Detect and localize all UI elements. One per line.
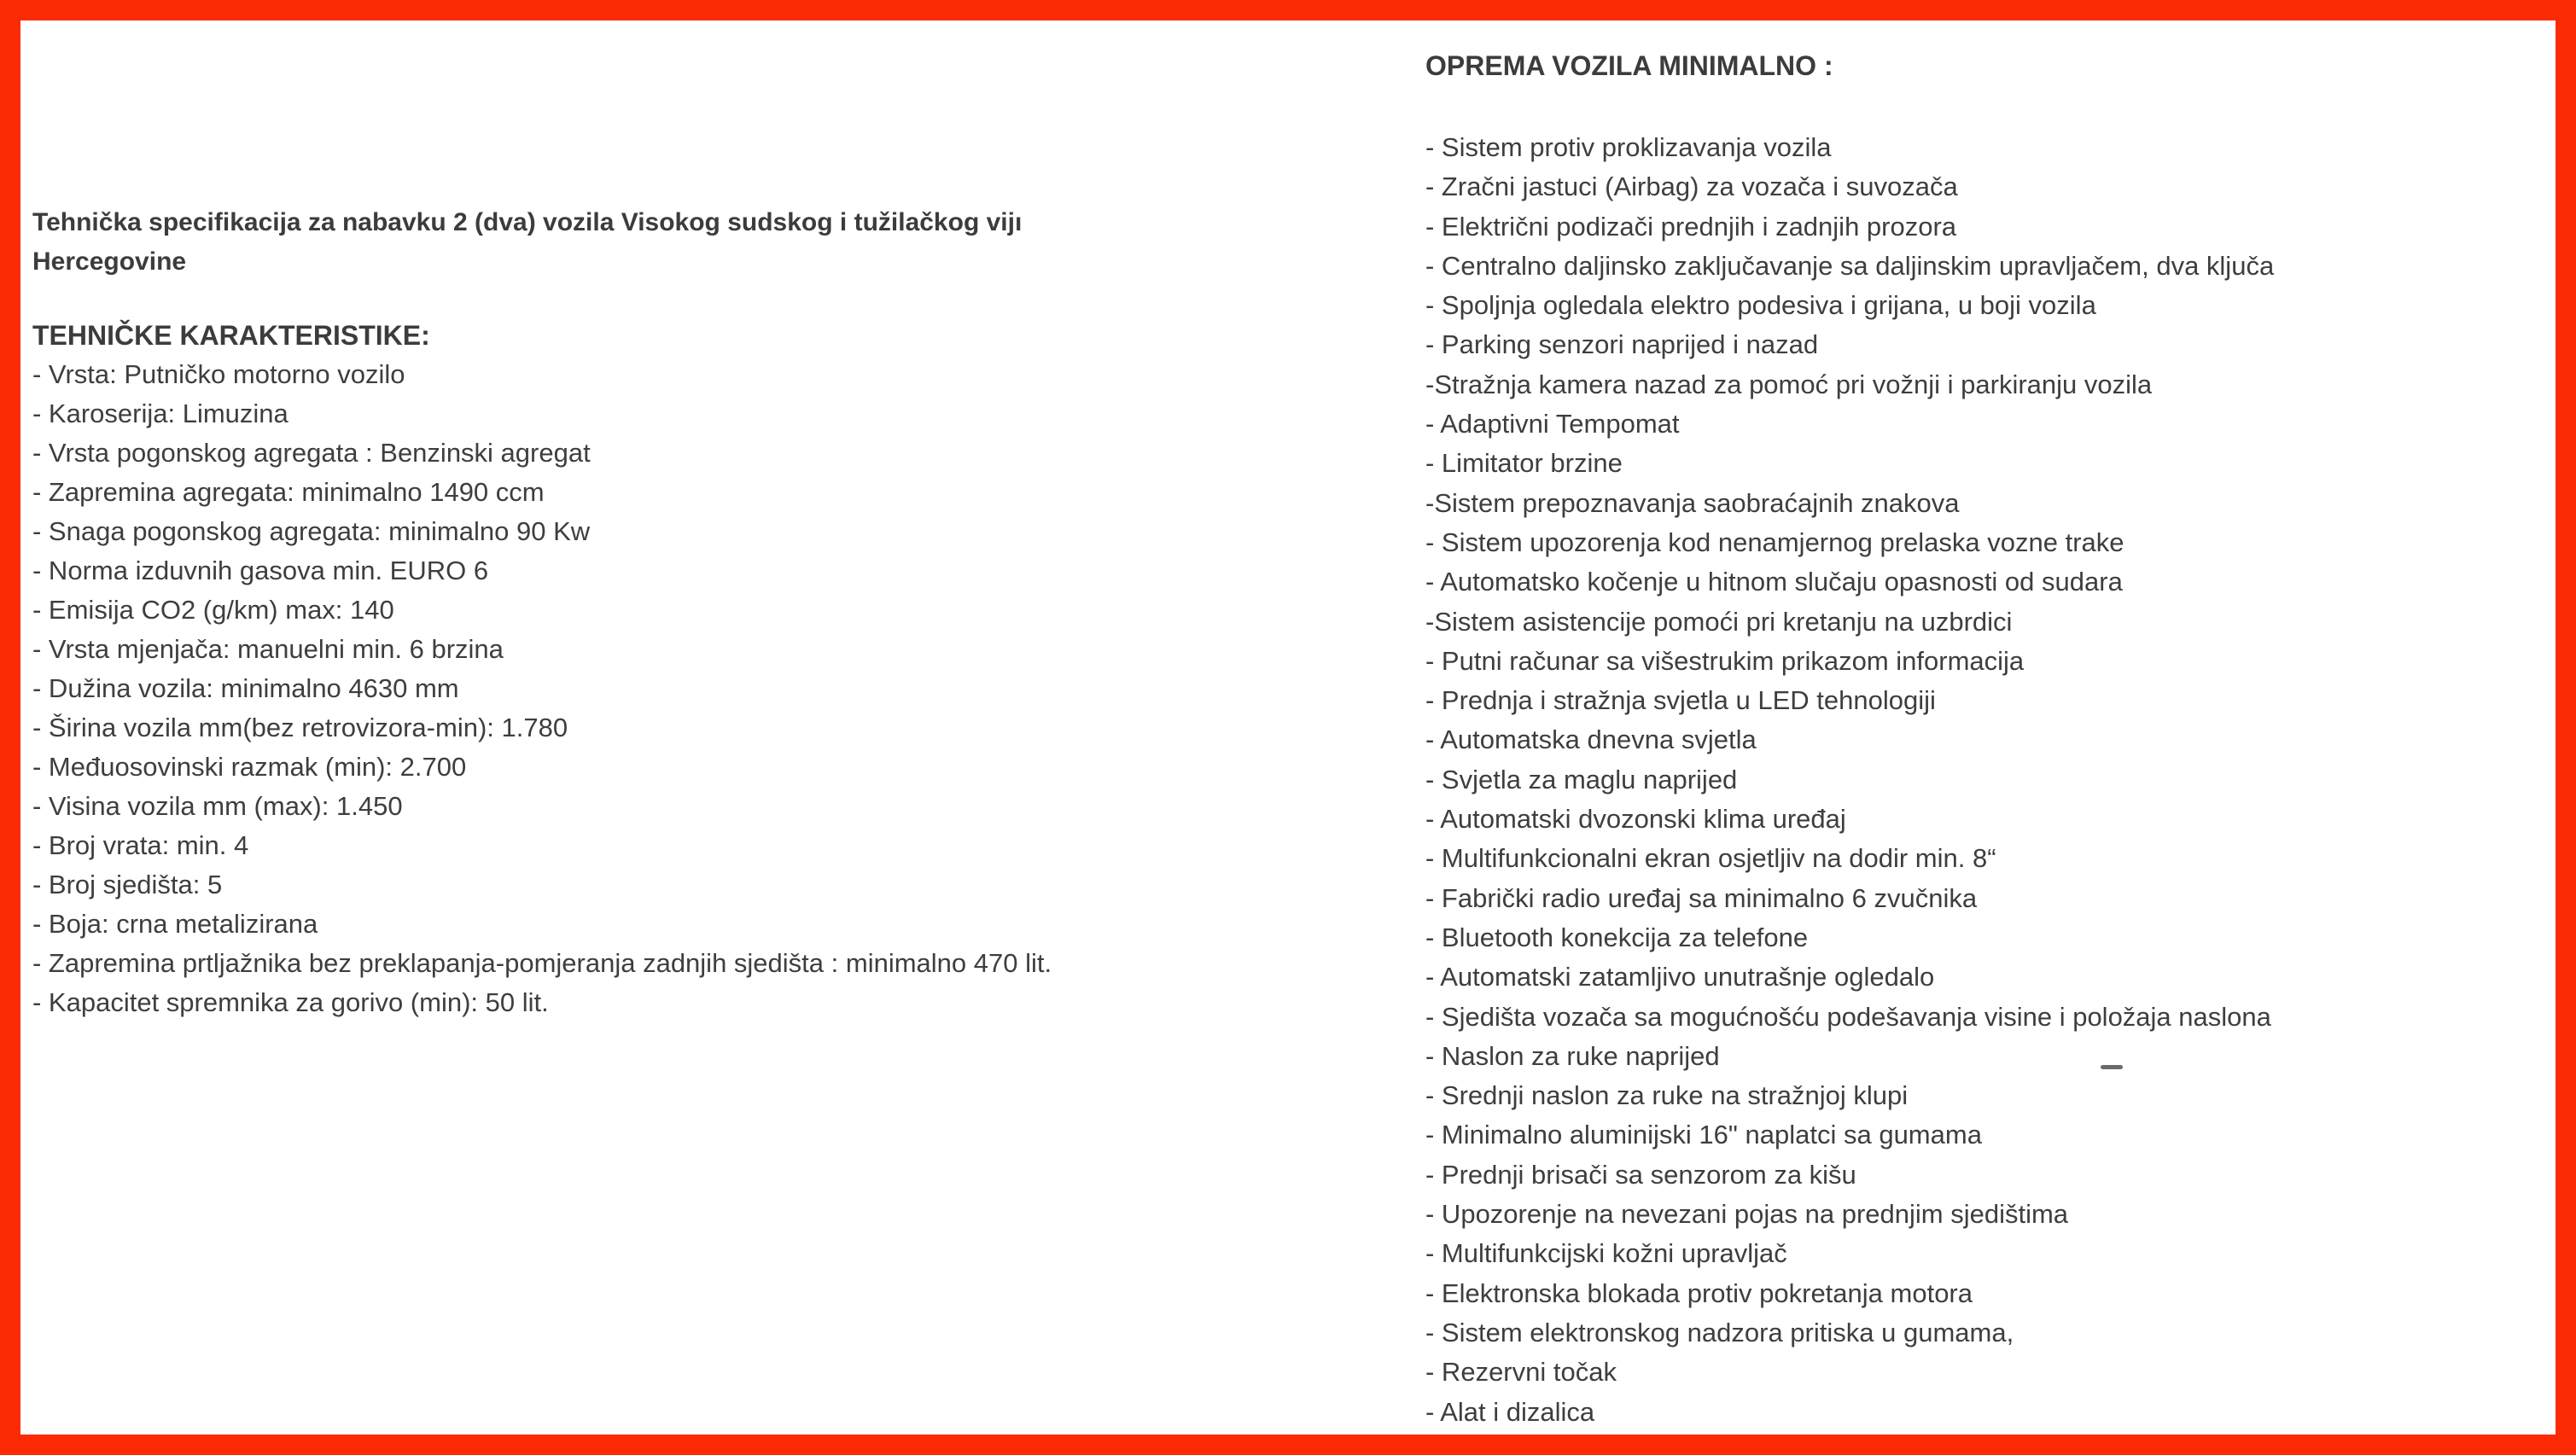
list-item: - Naslon za ruke naprijed <box>1425 1040 1720 1071</box>
list-item: - Svjetla za maglu naprijed <box>1425 764 1738 794</box>
list-item: - Putni računar sa višestrukim prikazom informacija <box>1425 645 2025 676</box>
list-item: - Sjedišta vozača sa mogućnošću podešavanja visine i položaja naslona <box>1425 1001 2271 1032</box>
list-item: - Upozorenje na nevezani pojas na prednjim sjedištima <box>1425 1199 2069 1230</box>
list-item: - Automatsko kočenje u hitnom slučaju opasnosti od sudara <box>1425 567 2123 597</box>
list-item: - Zračni jastuci (Airbag) za vozača i suvozača <box>1425 172 1958 202</box>
list-item: - Emisija CO2 (g/km) max: 140 <box>32 595 394 625</box>
list-item: - Norma izduvnih gasova min. EURO 6 <box>32 556 489 585</box>
list-item: - Multifunkcionalni ekran osjetljiv na dodir min. 8“ <box>1425 843 1996 874</box>
list-item: - Vrsta: Putničko motorno vozilo <box>32 359 405 389</box>
spacer <box>32 282 1352 316</box>
list-item: - Alat i dizalica <box>1425 1396 1595 1427</box>
list-item: - Automatski dvozonski klima uređaj <box>1425 804 1846 835</box>
list-item: -Stražnja kamera nazad za pomoć pri vožnji i parkiranju vozila <box>1425 369 2153 399</box>
technical-characteristics-list <box>32 355 1352 1022</box>
list-item: - Međuosovinski razmak (min): 2.700 <box>32 752 467 782</box>
list-item: - Dužina vozila: minimalno 4630 mm <box>32 673 459 703</box>
list-item: - Spoljnja ogledala elektro podesiva i grijana, u boji vozila <box>1425 290 2096 321</box>
list-item: - Minimalno aluminijski 16" naplatci sa gumama <box>1425 1120 1982 1150</box>
document-title-line-1: Tehnička specifikacija za nabavku 2 (dva) vozila Visokog sudskog i tužilačkog vijı <box>32 208 1023 236</box>
list-item: - Centralno daljinsko zaključavanje sa daljinskim upravljačem, dva ključa <box>1425 250 2275 281</box>
list-item: - Bluetooth konekcija za telefone <box>1425 922 1809 952</box>
document-title-line-2: Hercegovine <box>32 247 187 276</box>
spacer <box>1425 85 2576 128</box>
list-item: - Srednji naslon za ruke na stražnjoj klupi <box>1425 1080 1909 1111</box>
list-item: - Prednji brisači sa senzorom za kišu <box>1425 1159 1856 1190</box>
list-item: - Električni podizači prednjih i zadnjih prozora <box>1425 211 1957 242</box>
technical-specification-column <box>32 203 1352 1022</box>
list-item: - Kapacitet spremnika za gorivo (min): 50 lit. <box>32 987 549 1017</box>
list-item: - Broj sjedišta: 5 <box>32 870 223 899</box>
list-item: - Širina vozila mm(bez retrovizora-min): 1.780 <box>32 713 568 742</box>
list-item: - Sistem upozorenja kod nenamjernog prelaska vozne trake <box>1425 527 2124 557</box>
list-item: - Elektronska blokada protiv pokretanja motora <box>1425 1277 1973 1308</box>
list-item: - Sistem elektronskog nadzora pritiska u gumama, <box>1425 1317 2014 1347</box>
list-item: - Rezervni točak <box>1425 1357 1617 1388</box>
list-item: - Broj vrata: min. 4 <box>32 830 249 860</box>
list-item: - Multifunkcijski kožni upravljač <box>1425 1238 1787 1269</box>
list-item: - Boja: crna metalizirana <box>32 909 318 939</box>
list-item: - Vrsta mjenjača: manuelni min. 6 brzina <box>32 634 504 664</box>
list-item: - Sistem protiv proklizavanja vozila <box>1425 132 1832 162</box>
vehicle-equipment-column <box>1425 46 2576 1432</box>
list-item: - Vrsta pogonskog agregata : Benzinski agregat <box>32 438 591 468</box>
vehicle-equipment-list <box>1425 128 2576 1432</box>
list-item: - Limitator brzine <box>1425 448 1623 479</box>
scan-speck <box>2101 1065 2123 1069</box>
list-item: - Automatski zatamljivo unutrašnje ogledalo <box>1425 962 1935 992</box>
list-item: - Snaga pogonskog agregata: minimalno 90 Kw <box>32 516 591 546</box>
list-item: - Adaptivni Tempomat <box>1425 409 1680 439</box>
list-item: - Automatska dnevna svjetla <box>1425 725 1757 755</box>
list-item: - Zapremina agregata: minimalno 1490 ccm <box>32 477 545 507</box>
list-item: - Fabrički radio uređaj sa minimalno 6 zvučnika <box>1425 882 1978 913</box>
technical-characteristics-heading: TEHNIČKE KARAKTERISTIKE: <box>32 320 430 351</box>
list-item: - Zapremina prtljažnika bez preklapanja-pomjeranja zadnjih sjedišta : minimalno 470 lit. <box>32 948 1052 978</box>
list-item: - Karoserija: Limuzina <box>32 399 288 428</box>
list-item: - Visina vozila mm (max): 1.450 <box>32 791 403 821</box>
list-item: - Prednja i stražnja svjetla u LED tehnologiji <box>1425 685 1936 716</box>
list-item: -Sistem prepoznavanja saobraćajnih znakova <box>1425 487 1960 518</box>
list-item: -Sistem asistencije pomoći pri kretanju na uzbrdici <box>1425 606 2013 637</box>
list-item: - Parking senzori naprijed i nazad <box>1425 329 1819 360</box>
vehicle-equipment-heading: OPREMA VOZILA MINIMALNO : <box>1425 50 1833 81</box>
